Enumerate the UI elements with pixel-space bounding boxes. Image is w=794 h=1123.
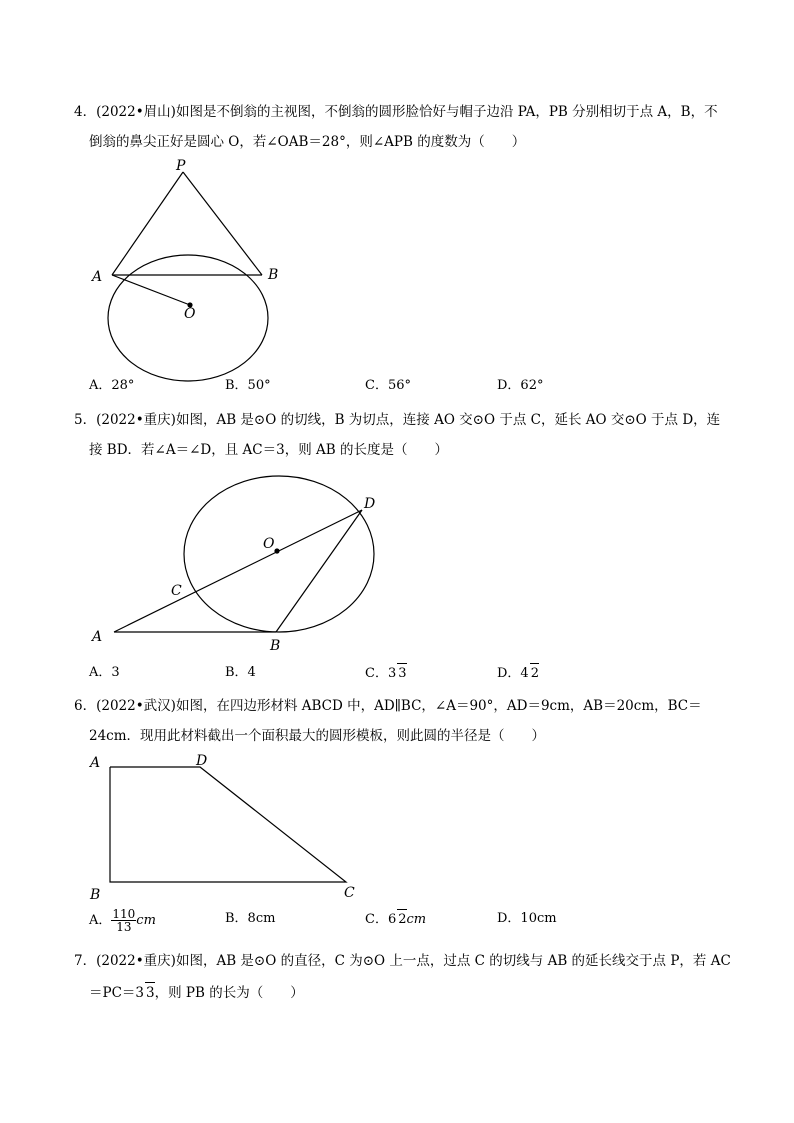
q4-label-a: A	[92, 269, 103, 285]
q4-option-d[interactable]: D．62°	[497, 378, 544, 393]
q4-option-a[interactable]: A．28°	[89, 378, 135, 393]
q6-label-c: C	[344, 885, 355, 901]
q5-label-d: D	[364, 496, 376, 512]
q6-option-c[interactable]: C．6 2cm	[365, 909, 426, 930]
q4-text-line2: 倒翁的鼻尖正好是圆心 O，若∠OAB＝28°，则∠APB 的度数为（ ）	[89, 134, 526, 150]
q6-option-c-radical: 2	[397, 909, 406, 930]
q5-option-b[interactable]: B．4	[225, 665, 256, 680]
q6-label-a: A	[90, 755, 101, 771]
q5-text-line2: 接 BD．若∠A＝∠D，且 AC＝3，则 AB 的长度是（ ）	[89, 442, 448, 458]
q4-label-b: B	[268, 267, 279, 283]
q4-text-line1: 4．(2022•眉山)如图是不倒翁的主视图，不倒翁的圆形脸恰好与帽子边沿 PA，PB 分别相切于点 A，B，不	[74, 104, 718, 120]
q5-label-o: O	[263, 536, 275, 552]
q7-text-line1: 7．(2022•重庆)如图，AB 是⊙O 的直径，C 为⊙O 上一点，过点 C 的切线与 AB 的延长线交于点 P，若 AC	[74, 953, 731, 969]
q4-option-c[interactable]: C．56°	[365, 378, 411, 393]
q5-option-d[interactable]: D．4 2	[497, 663, 539, 684]
q7-radical: 3	[145, 982, 155, 1003]
q6-text-line2: 24cm．现用此材料截出一个面积最大的圆形模板，则此圆的半径是（ ）	[89, 728, 546, 744]
q6-option-b[interactable]: B．8cm	[225, 911, 276, 926]
q6-text-line1: 6．(2022•武汉)如图，在四边形材料 ABCD 中，AD∥BC，∠A＝90°，AD＝9cm，AB＝20cm，BC＝	[74, 698, 702, 714]
q4-option-b[interactable]: B．50°	[225, 378, 271, 393]
q7-text-line2: ＝PC＝3 3，则 PB 的长为（ ）	[89, 982, 304, 1003]
q5-option-a[interactable]: A．3	[89, 665, 120, 680]
q6-label-b: B	[90, 887, 101, 903]
q6-option-a[interactable]: A． $\frac{110}{13}$ cm	[89, 907, 156, 934]
q5-option-c[interactable]: C．3 3	[365, 663, 407, 684]
q5-label-a: A	[92, 629, 103, 645]
q5-option-d-radical: 2	[530, 663, 539, 684]
q4-label-p: P	[176, 158, 186, 174]
q5-text-line1: 5．(2022•重庆)如图，AB 是⊙O 的切线，B 为切点，连接 AO 交⊙O 于点 C，延长 AO 交⊙O 于点 D，连	[74, 412, 721, 428]
q6-option-a-fraction: $\frac{110}{13}$	[112, 907, 136, 934]
q6-option-d[interactable]: D．10cm	[497, 911, 557, 926]
q5-label-b: B	[270, 638, 281, 654]
q5-label-c: C	[171, 583, 182, 599]
q6-label-d: D	[196, 753, 208, 769]
q4-label-o: O	[184, 306, 196, 322]
q5-option-c-radical: 3	[397, 663, 406, 684]
q6-trapezoid	[110, 767, 346, 882]
